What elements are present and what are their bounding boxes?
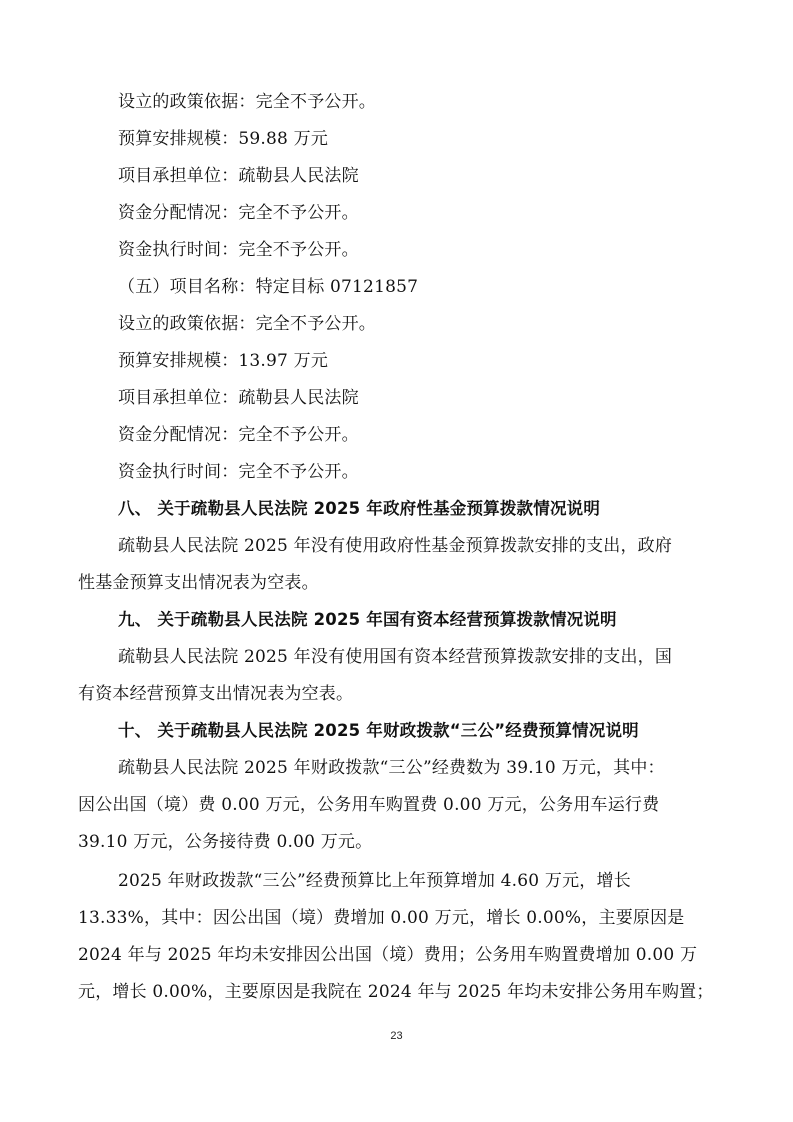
page-number: 23	[390, 1030, 403, 1042]
text-line: 有资本经营预算支出情况表为空表。	[78, 684, 354, 704]
text-line: （五）项目名称：特定目标 07121857	[118, 277, 419, 297]
text-line: 资金执行时间：完全不予公开。	[118, 240, 359, 260]
section-heading: 十、 关于疏勒县人民法院 2025 年财政拨款“三公”经费预算情况说明	[118, 721, 639, 740]
text-line: 设立的政策依据：完全不予公开。	[118, 314, 376, 334]
text-line: 因公出国（境）费 0.00 万元，公务用车购置费 0.00 万元，公务用车运行费	[78, 795, 660, 815]
text-line: 疏勒县人民法院 2025 年没有使用国有资本经营预算拨款安排的支出，国	[118, 647, 673, 667]
text-line: 资金执行时间：完全不予公开。	[118, 462, 359, 482]
section-heading: 九、 关于疏勒县人民法院 2025 年国有资本经营预算拨款情况说明	[118, 610, 617, 629]
text-line: 资金分配情况：完全不予公开。	[118, 203, 359, 223]
text-line: 资金分配情况：完全不予公开。	[118, 425, 359, 445]
text-line: 13.33%，其中：因公出国（境）费增加 0.00 万元，增长 0.00%，主要原因是	[78, 908, 685, 928]
text-line: 疏勒县人民法院 2025 年没有使用政府性基金预算拨款安排的支出，政府	[118, 536, 673, 556]
text-line: 元，增长 0.00%，主要原因是我院在 2024 年与 2025 年均未安排公务用车购置；	[78, 982, 714, 1002]
text-line: 疏勒县人民法院 2025 年财政拨款“三公”经费数为 39.10 万元，其中：	[118, 758, 665, 778]
text-line: 预算安排规模：13.97 万元	[118, 351, 329, 371]
text-line: 预算安排规模：59.88 万元	[118, 129, 329, 149]
text-line: 2024 年与 2025 年均未安排因公出国（境）费用；公务用车购置费增加 0.00 万	[78, 945, 698, 965]
text-line: 性基金预算支出情况表为空表。	[78, 573, 319, 593]
text-line: 设立的政策依据：完全不予公开。	[118, 92, 376, 112]
text-line: 2025 年财政拨款“三公”经费预算比上年预算增加 4.60 万元，增长	[118, 871, 631, 891]
text-line: 项目承担单位：疏勒县人民法院	[118, 166, 359, 186]
text-line: 项目承担单位：疏勒县人民法院	[118, 388, 359, 408]
section-heading: 八、 关于疏勒县人民法院 2025 年政府性基金预算拨款情况说明	[118, 499, 601, 518]
text-line: 39.10 万元，公务接待费 0.00 万元。	[78, 832, 373, 852]
